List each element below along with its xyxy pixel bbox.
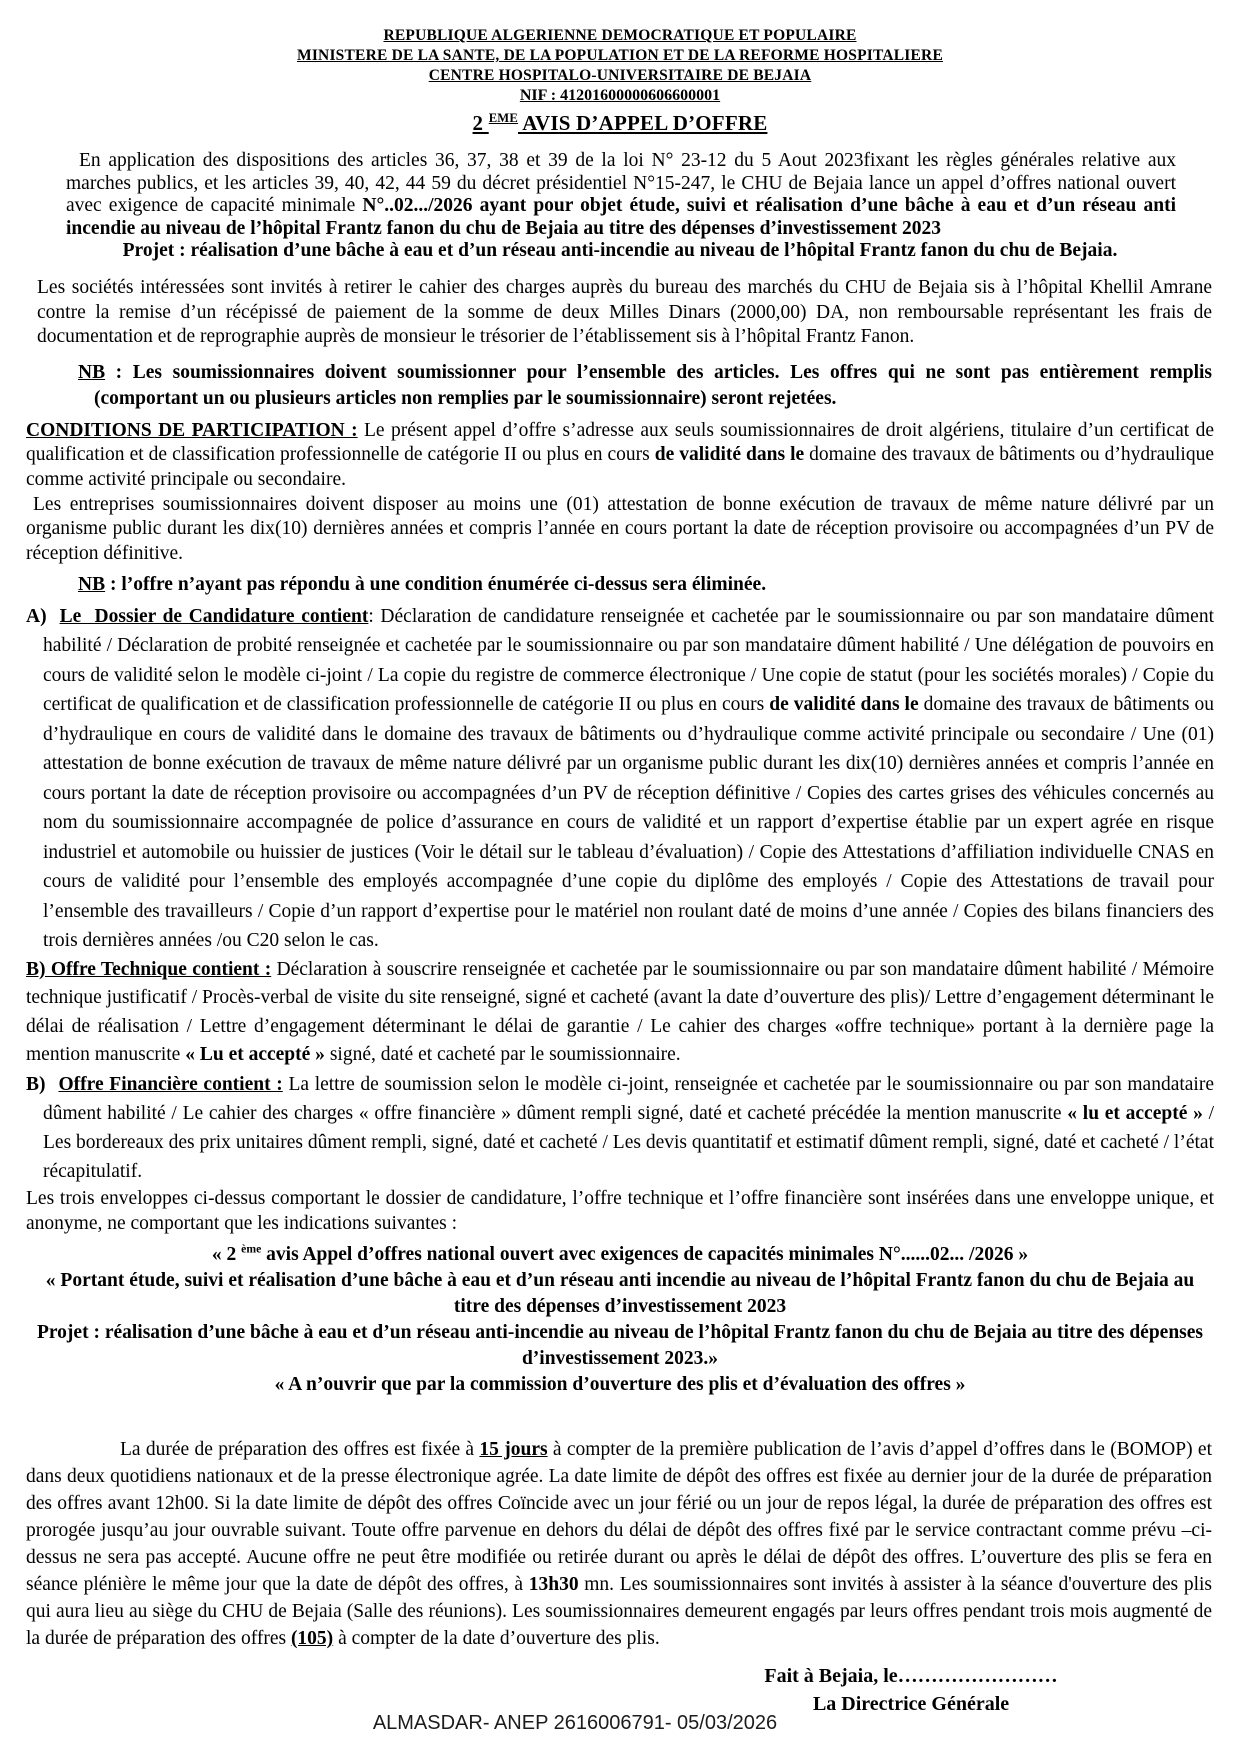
offre-financiere-section: B) Offre Financière contient : La lettre de soumission selon le modèle ci-joint, renseignée et cachetée par le soumissionnaire ou par son mandataire dûment habilité / Le cahier des charges « offre financière » dûment rempli signé, daté et cacheté précédée la mention manuscrite « lu et accepté » / Les bordereaux des prix unitaires dûment rempli, signé, daté et cacheté / Les devis quantitatif et estimatif dûment rempli, signé, daté et cacheté / l’état récapitulatif. xyxy=(26,1073,1214,1182)
nb-articles-note: NB : Les soumissionnaires doivent soumissionner pour l’ensemble des articles. Les offres qui ne sont pas entièrement remplis (comportant un ou plusieurs articles non remplies par le soumissionnaire) seront rejetées. xyxy=(78,361,1212,410)
header-institution-line: CENTRE HOSPITALO-UNIVERSITAIRE DE BEJAIA xyxy=(428,67,812,84)
intro-paragraph: En application des dispositions des articles 36, 37, 38 et 39 de la loi N° 23-12 du 5 Aout 2023fixant les règles générales relative aux marches publics, et les articles 39, 40, 42, 44 59 du décret présidentiel N°15-247, le CHU de Bejaia lance un appel d’offres national ouvert avec exigence de capacité minimale N°..02.../2026 ayant pour objet étude, suivi et réalisation d’une bâche à eau et d’un réseau anti incendie au niveau de l’hôpital Frantz fanon du chu de Bejaia au titre des dépenses d’investissement 2023 xyxy=(66,150,1176,239)
nb-elimination-note: NB : l’offre n’ayant pas répondu à une condition énumérée ci-dessus sera éliminée. xyxy=(78,573,767,595)
header-nif-line: NIF : 41201600000606600001 xyxy=(519,87,721,104)
signature-place-date: Fait à Bejaia, le…………………… xyxy=(764,1664,1058,1687)
project-line: Projet : réalisation d’une bâche à eau et d’un réseau anti-incendie au niveau de l’hôpital Frantz fanon du chu de Bejaia. xyxy=(122,240,1118,262)
societes-paragraph: Les sociétés intéressées sont invités à retirer le cahier des charges auprès du bureau des marchés du CHU de Bejaia sis à l’hôpital Khellil Amrane contre la remise d’un récépissé de paiement de la somme de deux Milles Dinars (2000,00) DA, non remboursable représentant les frais de documentation et de reprographie auprès de monsieur le trésorier de l’établissement sis à l’hôpital Frantz Fanon. xyxy=(37,276,1212,348)
dossier-candidature-section: A) Le Dossier de Candidature contient: Déclaration de candidature renseignée et cachetée par le soumissionnaire ou par son mandataire dûment habilité / Déclaration de probité renseignée et cachetée par le soumissionnaire ou par son mandataire dûment habilité / Une délégation de pouvoirs en cours de validité selon le modèle ci-joint / La copie du registre de commerce électronique / Une copie de statut (pour les sociétés morales) / Copie du certificat de qualification et de classification professionnelle de catégorie II ou plus en cours de validité dans le domaine des travaux de bâtiments ou d’hydraulique en cours de validité dans le domaine des travaux de bâtiments ou d’hydraulique comme activité principale ou secondaire / Une (01) attestation de bonne exécution de travaux de même nature délivré par un organisme public durant les dix(10) dernières années et compris l’année en cours portant la date de réception provisoire ou accompagnées d’un PV de réception définitive / Copies des cartes grises des véhicules concernés au nom du soumissionnaire accompagnée de police d’assurance en cours de validité et un rapport d’expertise établie par un expert agrée en risque industriel et automobile ou huissier de justices (Voir le détail sur le tableau d’évaluation) / Copie des Attestations d’affiliation individuelle CNAS en cours de validité pour l’ensemble des employés accompagnée d’une copie du diplôme des employés / Copie des Attestations de travail pour l’ensemble des travailleurs / Copie d’un rapport d’expertise pour le matériel non roulant daté de moins d’une année / Copies des bilans financiers des trois dernières années /ou C20 selon le cas. xyxy=(26,605,1214,952)
conditions-participation-paragraph: CONDITIONS DE PARTICIPATION : Le présent appel d’offre s’adresse aux seuls soumissionnaires de droit algériens, titulaire d’un certificat de qualification et de classification professionnelle de catégorie II ou plus en cours de validité dans le domaine des travaux de bâtiments ou d’hydraulique comme activité principale ou secondaire. xyxy=(26,419,1214,490)
header-ministry-line: MINISTERE DE LA SANTE, DE LA POPULATION ET DE LA REFORME HOSPITALIERE xyxy=(297,47,943,64)
signature-title: La Directrice Générale xyxy=(812,1692,1010,1715)
entreprises-paragraph: Les entreprises soumissionnaires doivent disposer au moins une (01) attestation de bonne exécution de travaux de même nature délivré par un organisme public durant les dix(10) dernières années et compris l’année en cours portant la date de réception provisoire ou accompagnées d’un PV de réception définitive. xyxy=(26,493,1214,565)
signature-block xyxy=(691,1662,1131,1718)
envelope-mention-2: « Portant étude, suivi et réalisation d’une bâche à eau et d’un réseau anti incendie au niveau de l’hôpital Frantz fanon du chu de Bejaia au titre des dépenses d’investissement 2023 xyxy=(45,1269,1195,1317)
deadline-paragraph: La durée de préparation des offres est fixée à 15 jours à compter de la première publication de l’avis d’appel d’offres dans le (BOMOP) et dans deux quotidiens nationaux et de la presse électronique agrée. La date limite de dépôt des offres est fixée au dernier jour de la durée de préparation des offres avant 12h00. Si la date limite de dépôt des offres Coïncide avec un jour férié ou un jour de repos légal, la durée de préparation des offres est prorogée jusqu’au jour ouvrable suivant. Toute offre parvenue en dehors du délai de dépôt des offres fixé par le service contractant comme prévu –ci-dessus ne sera pas accepté. Aucune offre ne peut être modifiée ou retirée durant ou après le délai de dépôt des offres. L’ouverture des plis se fera en séance plénière le même jour que la date de dépôt des offres, à 13h30 mn. Les soumissionnaires sont invités à assister à la séance d'ouverture des plis qui aura lieu au siège du CHU de Bejaia (Salle des réunions). Les soumissionnaires demeurent engagés par leurs offres pendant trois mois augmenté de la durée de préparation des offres (105) à compter de la date d’ouverture des plis. xyxy=(26,1438,1213,1649)
anep-footer: ALMASDAR- ANEP 2616006791- 05/03/2026 xyxy=(372,1712,778,1734)
envelope-mention-1: « 2 $^{ème}$ avis Appel d’offres national ouvert avec exigences de capacités minimales N°......02... /2026 » xyxy=(211,1242,1029,1265)
offre-technique-section: B) Offre Technique contient : Déclaration à souscrire renseignée et cachetée par le soumissionnaire ou par son mandataire dûment habilité / Mémoire technique justificatif / Procès-verbal de visite du site renseigné, signé et cacheté (avant la date d’ouverture des plis)/ Lettre d’engagement déterminant le délai de réalisation / Lettre d’engagement déterminant le délai de garantie / Le cahier des charges «offre technique» portant à la dernière page la mention manuscrite « Lu et accepté » signé, daté et cacheté par le soumissionnaire. xyxy=(26,958,1214,1066)
header-republic-line: REPUBLIQUE ALGERIENNE DEMOCRATIQUE ET POPULAIRE xyxy=(383,27,857,44)
enveloppes-paragraph: Les trois enveloppes ci-dessus comportant le dossier de candidature, l’offre technique et l’offre financière sont insérées dans une enveloppe unique, et anonyme, ne comportant que les indications suivantes : xyxy=(26,1187,1214,1234)
envelope-mention-4: « A n’ouvrir que par la commission d’ouverture des plis et d’évaluation des offres » xyxy=(274,1373,966,1395)
document-title: 2 $^{EME}$ AVIS D’APPEL D’OFFRE xyxy=(472,111,768,135)
document-header xyxy=(26,26,1214,136)
envelope-mention-3: Projet : réalisation d’une bâche à eau et d’un réseau anti-incendie au niveau de l’hôpital Frantz fanon du chu de Bejaia au titre des dépenses d’investissement 2023.» xyxy=(36,1321,1204,1369)
